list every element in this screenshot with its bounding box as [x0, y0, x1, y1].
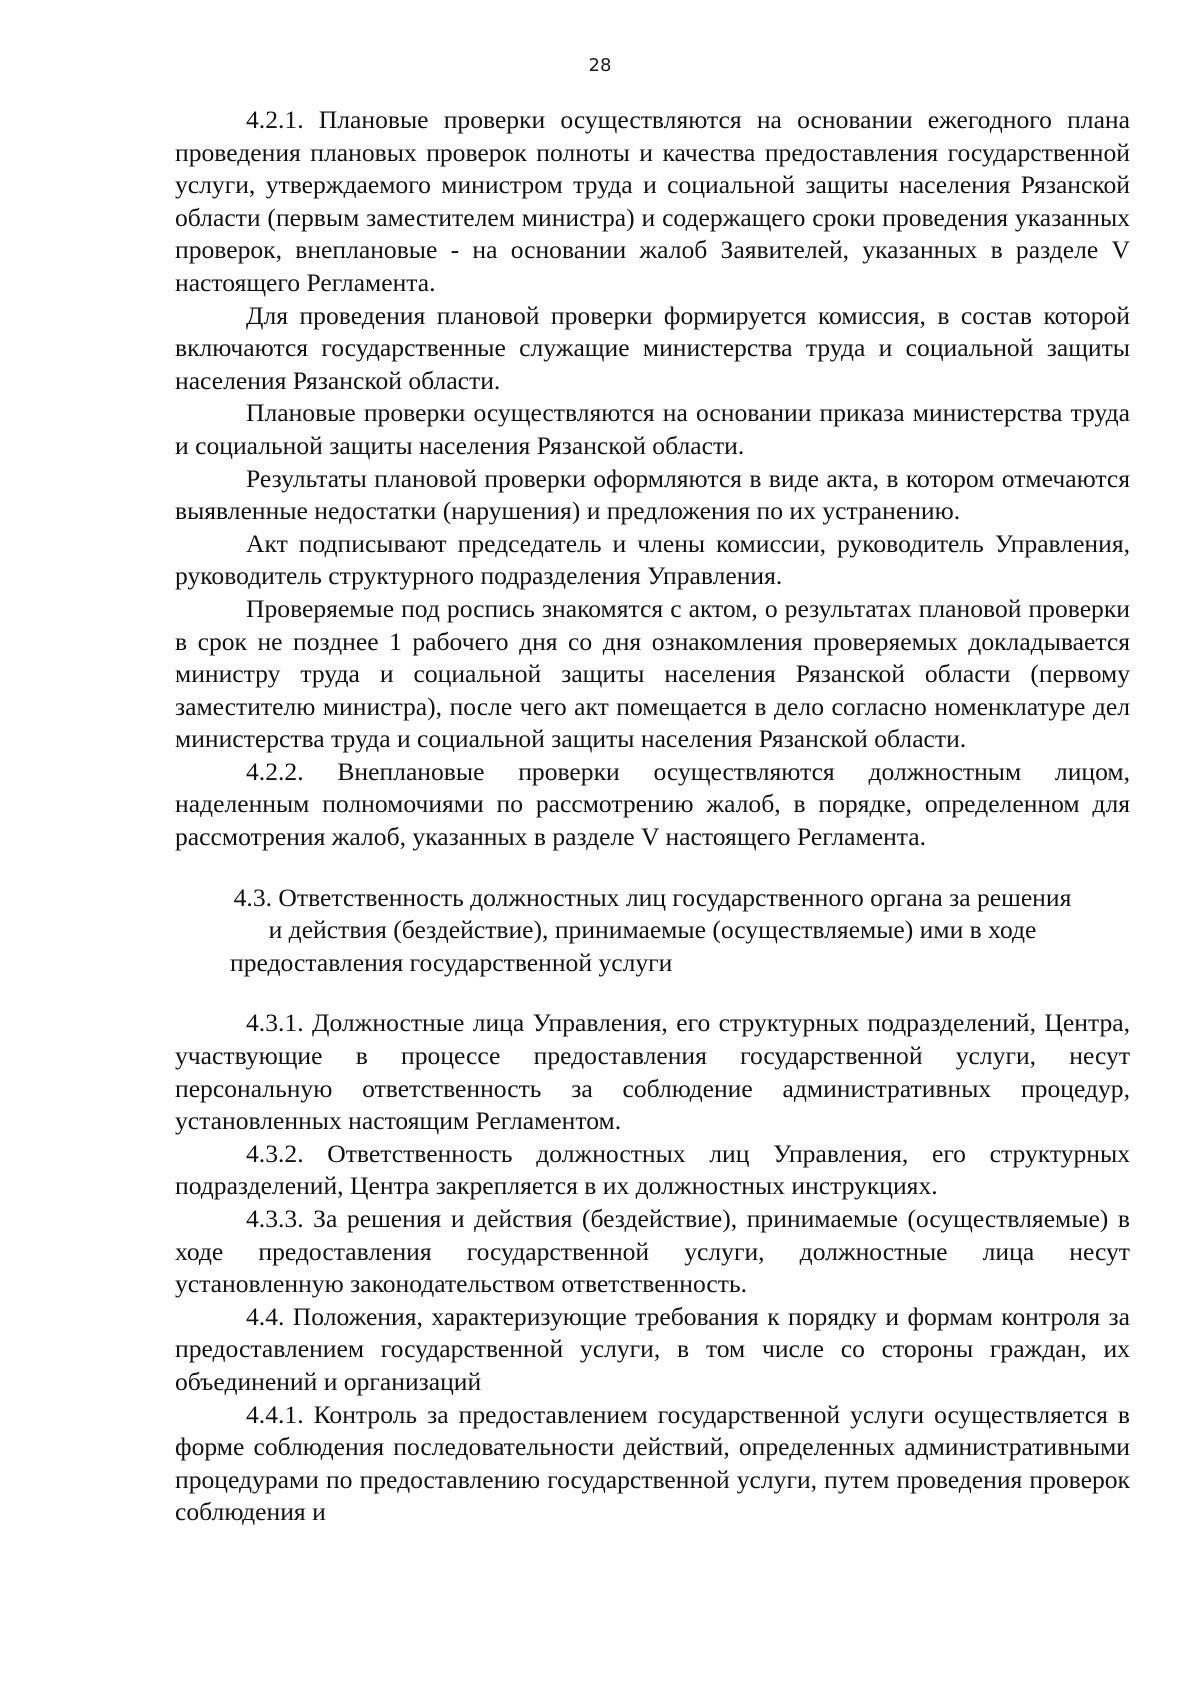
paragraph-order-basis: Плановые проверки осуществляются на основании приказа министерства труда и социальной защиты населения Рязанской области.	[175, 398, 1130, 460]
paragraph-4-3-1: 4.3.1. Должностные лица Управления, его структурных подразделений, Центра, участвующие в процессе предоставления государственной услуги, несут персональную ответственность за соблюдение административных процедур, установленных настоящим Регламентом.	[175, 1008, 1130, 1136]
paragraph-4-3-2: 4.3.2. Ответственность должностных лиц Управления, его структурных подразделений, Центра закрепляется в их должностных инструкциях.	[175, 1138, 1130, 1201]
paragraph-4-3-3: 4.3.3. За решения и действия (бездействие), принимаемые (осуществляемые) в ходе предоставления государственной услуги, должностные лица несут установленную законодательством ответственность.	[175, 1204, 1130, 1299]
paragraph-results-act: Результаты плановой проверки оформляются в виде акта, в котором отмечаются выявленные недостатки (нарушения) и предложения по их устранению.	[175, 463, 1130, 526]
paragraph-commission: Для проведения плановой проверки формируется комиссия, в состав которой включаются государственные служащие министерства труда и социальной защиты населения Рязанской области.	[175, 300, 1130, 395]
paragraph-familiarization: Проверяемые под роспись знакомятся с актом, о результатах плановой проверки в срок не позднее 1 рабочего дня со дня ознакомления проверяемых докладывается министру труда и социальной защиты населения Рязанской области (первому заместителю министра), после чего акт помещается в дело согласно номенклатуре дел министерства труда и социальной защиты населения Рязанской области.	[175, 593, 1130, 754]
page-number: 28	[588, 55, 612, 76]
paragraph-4-2-1: 4.2.1. Плановые проверки осуществляются на основании ежегодного плана проведения плановых проверок полноты и качества предоставления государственной услуги, утверждаемого министром труда и социальной защиты населения Рязанской области (первым заместителем министра) и содержащего сроки проведения указанных проверок, внеплановые - на основании жалоб Заявителей, указанных в разделе V настоящего Регламента.	[175, 105, 1130, 297]
document-body	[175, 104, 1130, 1529]
paragraph-4-4-1: 4.4.1. Контроль за предоставлением государственной услуги осуществляется в форме соблюдения последовательности действий, определенных административными процедурами по предоставлению государственной услуги, путем проведения проверок соблюдения и	[175, 1399, 1130, 1527]
paragraph-act-signing: Акт подписывают председатель и члены комиссии, руководитель Управления, руководитель структурного подразделения Управления.	[175, 528, 1130, 591]
paragraph-4-2-2: 4.2.2. Внеплановые проверки осуществляются должностным лицом, наделенным полномочиями по рассмотрению жалоб, в порядке, определенном для рассмотрения жалоб, указанных в разделе V настоящего Регламента.	[175, 756, 1130, 852]
section-heading-4-3: 4.3. Ответственность должностных лиц государственного органа за решения и действия (бездействие), принимаемые (осуществляемые) ими в ходе предоставления государственной услуги	[230, 882, 1072, 977]
paragraph-4-4: 4.4. Положения, характеризующие требования к порядку и формам контроля за предоставлением государственной услуги, в том числе со стороны граждан, их объединений и организаций	[175, 1301, 1130, 1396]
